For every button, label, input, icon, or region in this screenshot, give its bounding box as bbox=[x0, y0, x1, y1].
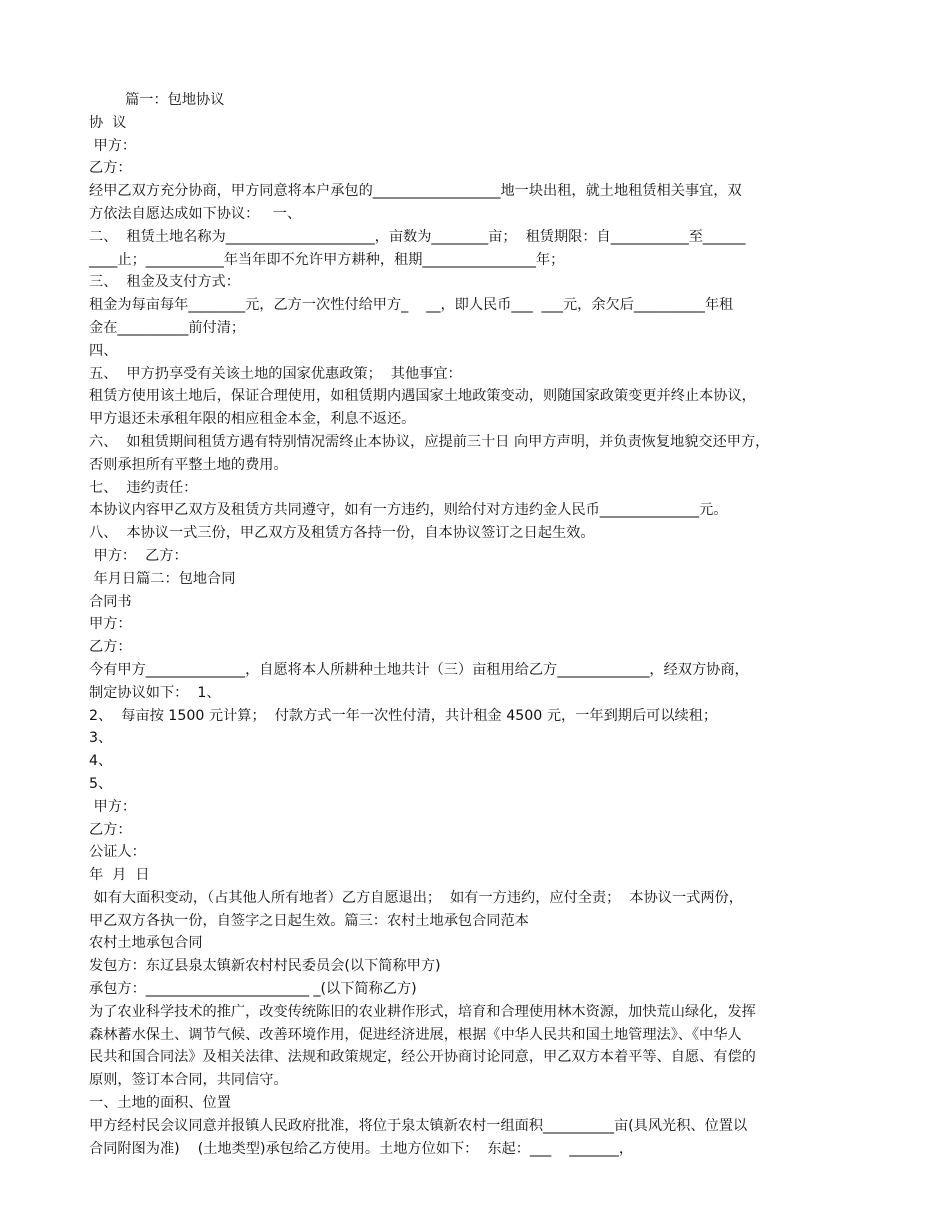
text-line: 本协议内容甲乙双方及租赁方共同遵守，如有一方违约，则给付对方违约金人民币______________元。 bbox=[89, 502, 728, 519]
text-line: 四、 bbox=[89, 342, 118, 359]
text-line: 4、 bbox=[89, 753, 113, 770]
text-line: 合同附图为准) (土地类型)承包给乙方使用。土地方位如下： 东起：___ _______， bbox=[89, 1140, 634, 1157]
text-line: 原则，签订本合同，共同信守。 bbox=[89, 1072, 288, 1089]
text-line: 制定协议如下： 1、 bbox=[89, 684, 221, 701]
text-line: 公证人： bbox=[89, 844, 146, 861]
text-line: 金在__________前付清； bbox=[89, 319, 246, 336]
text-line: 甲方退还未承租年限的相应租金本金，利息不返还。 bbox=[89, 411, 416, 428]
text-line: 甲方： bbox=[89, 137, 137, 154]
text-line: 年 月 日 bbox=[89, 867, 150, 884]
text-line: 乙方： bbox=[89, 160, 132, 177]
text-line: 协 议 bbox=[89, 114, 127, 131]
text-line: 甲方： bbox=[89, 616, 132, 633]
text-line: 六、 如租赁期间租赁方遇有特别情况需终止本协议，应提前三十日 向甲方声明，并负责恢复地貌交还甲方， bbox=[89, 433, 770, 450]
text-line: 3、 bbox=[89, 730, 113, 747]
text-line: 年月日篇二：包地合同 bbox=[89, 570, 236, 587]
text-line: 乙方： bbox=[89, 821, 132, 838]
text-line: 承包方：_______________________ _(以下简称乙方) bbox=[89, 981, 417, 998]
text-line: 合同书 bbox=[89, 593, 132, 610]
text-line: 甲方： 乙方： bbox=[89, 547, 188, 564]
text-line: 一、土地的面积、位置 bbox=[89, 1095, 231, 1112]
text-line: ____止；___________年当年即不允许甲方耕种，租期________________年； bbox=[89, 251, 565, 268]
text-line: 为了农业科学技术的推广，改变传统陈旧的农业耕作形式，培育和合理使用林木资源，加快荒山绿化，发挥 bbox=[89, 1003, 756, 1020]
text-line: 七、 违约责任： bbox=[89, 479, 198, 496]
text-line: 甲方经村民会议同意并报镇人民政府批准，将位于泉太镇新农村一组面积__________亩(具风光积、位置以 bbox=[89, 1117, 748, 1134]
text-line: 方依法自愿达成如下协议： 一、 bbox=[89, 205, 302, 222]
text-line: 今有甲方______________，自愿将本人所耕种土地共计（三）亩租用给乙方_____________，经双方协商， bbox=[89, 661, 749, 678]
text-line: 租赁方使用该土地后，保证合理使用，如租赁期内遇国家土地政策变动，则随国家政策变更并终止本协议， bbox=[89, 388, 756, 405]
text-line: 三、 租金及支付方式： bbox=[89, 274, 240, 291]
text-line: 森林蓄水保土、调节气候、改善环境作用，促进经济进展，根据《中华人民共和国土地管理法》、《中华人 bbox=[89, 1026, 742, 1043]
text-line: 经甲乙双方充分协商，甲方同意将本户承包的__________________地一块出租，就土地租赁相关事宜，双 bbox=[89, 183, 742, 200]
text-line: 八、 本协议一式三份，甲乙双方及租赁方各持一份，自本协议签订之日起生效。 bbox=[89, 525, 595, 542]
text-line: 乙方： bbox=[89, 639, 132, 656]
text-line: 甲方： bbox=[89, 798, 137, 815]
text-line: 如有大面积变动，（占其他人所有地者）乙方自愿退出； 如有一方违约，应付全责； 本协议一式两份， bbox=[89, 889, 743, 906]
text-line: 发包方：东辽县泉太镇新农村村民委员会(以下简称甲方) bbox=[89, 958, 441, 975]
text-line: 甲乙双方各执一份，自签字之日起生效。篇三：农村土地承包合同范本 bbox=[89, 912, 529, 929]
text-line: 五、 甲方扔享受有关该土地的国家优惠政策； 其他事宜： bbox=[89, 365, 462, 382]
text-line: 否则承担所有平整土地的费用。 bbox=[89, 456, 288, 473]
text-line: 2、 每亩按 1500 元计算； 付款方式一年一次性付清，共计租金 4500 元，一年到期后可以续租； bbox=[89, 707, 718, 724]
document-body bbox=[89, 89, 869, 1160]
text-line: 篇一：包地协议 bbox=[89, 92, 225, 108]
text-line: 农村土地承包合同 bbox=[89, 935, 203, 952]
text-line: 租金为每亩每年________元，乙方一次性付给甲方_ __，即人民币___ ___元，余欠后__________年租 bbox=[89, 297, 734, 314]
text-line: 民共和国合同法》及相关法律、法规和政策规定，经公开协商讨论同意，甲乙双方本着平等、自愿、有偿的 bbox=[89, 1049, 756, 1066]
text-line: 5、 bbox=[89, 775, 113, 792]
text-line: 二、 租赁土地名称为_____________________，亩数为________亩； 租赁期限：自___________至______ bbox=[89, 228, 746, 245]
